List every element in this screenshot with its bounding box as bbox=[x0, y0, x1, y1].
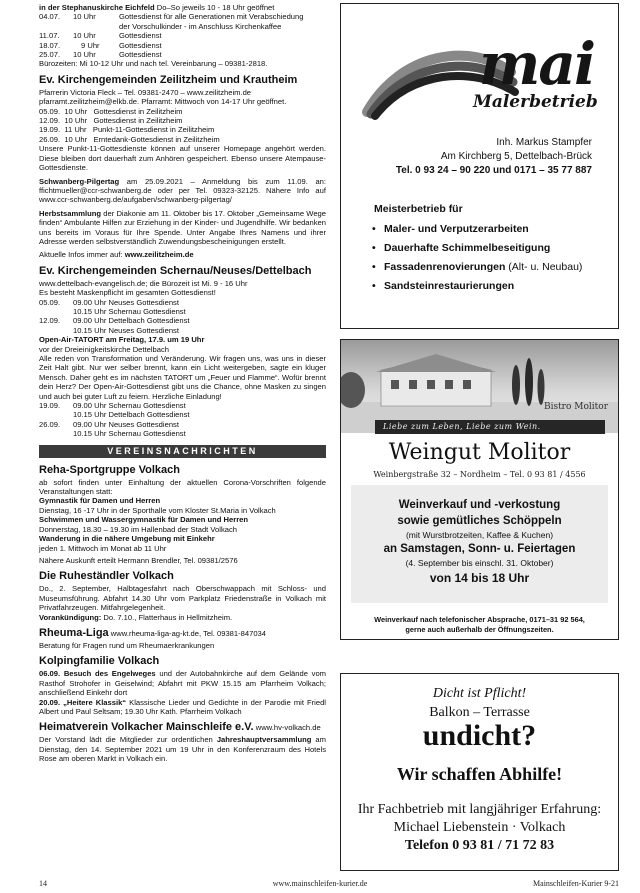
reha-title: Reha-Sportgruppe Volkach bbox=[39, 463, 180, 476]
kolping-event-2: 20.09. „Heitere Klassik“ Klassische Lieder und Gedichte in der Parodie mit Friedl Albert und Paul Seltsam; 19.30 Uhr Kath. Pfarrheim Volkach bbox=[39, 697, 326, 716]
molitor-line-1: Weinverkauf und -verkostung sowie gemütliches Schöppeln bbox=[397, 499, 562, 527]
molitor-info-box bbox=[351, 485, 608, 603]
ad3-line-4: Wir schaffen Abhilfe! bbox=[396, 764, 563, 784]
mai-services bbox=[372, 220, 582, 296]
ad3-phone: Telefon 0 93 81 / 71 72 83 bbox=[404, 838, 555, 853]
tatort-heading: Open-Air-TATORT am Freitag, 17.9. um 19 Uhr bbox=[39, 335, 205, 345]
reha-walk-time: jeden 1. Mittwoch im Monat ab 11 Uhr bbox=[39, 543, 167, 553]
schedule-row: der Vorschulkinder - im Anschluss Kirchenkaffee bbox=[119, 21, 282, 31]
tatort-location: vor der Dreieinigkeitskirche Dettelbach bbox=[39, 344, 169, 354]
reha-gym-title: Gymnastik für Damen und Herren bbox=[39, 496, 161, 506]
reha-intro: ab sofort finden unter Einhaltung der aktuellen Corona-Vorschriften folgende Veranstaltungen statt: bbox=[39, 477, 326, 497]
heimat-web[interactable]: www.hv-volkach.de bbox=[253, 723, 321, 733]
rheuma-web[interactable]: www.rheuma-liga-ag-kt.de, Tel. 09381-847034 bbox=[108, 628, 266, 638]
ad3-line-6: Michael Liebenstein · Volkach bbox=[393, 820, 566, 835]
ad3-line-3: undicht? bbox=[422, 719, 537, 752]
schernau-schedule-2 bbox=[39, 401, 326, 439]
zeilitz-homepage-text: Unsere Punkt-11-Gottesdienste können auf unserer Homepage angehört werden. Diese bleiben dort dauerhaft zum Anhören gespeichert. Ebenso unsere Atempause-Gottesdienste. bbox=[39, 144, 326, 173]
zeilitz-item: 05.09. 10 Uhr Gottesdienst in Zeilitzheim bbox=[39, 106, 183, 116]
rheuma-title: Rheuma-Liga www.rheuma-liga-ag-kt.de, Tel. 09381-847034 bbox=[39, 626, 266, 639]
schedule-row: 26.09. 09.00 Uhr Neuses Gottesdienst bbox=[39, 419, 179, 429]
kolping-event-1: 06.09. Besuch des Engelweges und der Autobahnkirche auf dem Gelände vom Rasthof Strohofer in Geiselwind; Abfahrt mit PKW 15.15 am Pfarrheim Volkach; anschließend Einkehr dort bbox=[39, 669, 326, 698]
zeilitz-title: Ev. Kirchengemeinden Zeilitzheim und Krautheim bbox=[39, 73, 298, 86]
rheuma-text: Beratung für Fragen rund um Rheumaerkrankungen bbox=[39, 640, 215, 650]
page-number: 14 bbox=[39, 879, 47, 888]
list-item: • Maler- und Verputzerarbeiten bbox=[372, 223, 529, 235]
schernau-schedule-1 bbox=[39, 298, 326, 336]
schedule-row: 11.07. 10 Uhr Gottesdienst bbox=[39, 31, 162, 41]
footer-issue: Mainschleifen-Kurier 9-21 bbox=[533, 879, 619, 888]
ruhe-preview: Vorankündigung: Do. 7.10., Flatterhaus in Hellmitzheim. bbox=[39, 612, 233, 622]
schedule-row: 04.07. 10 Uhr Gottesdienst für alle Generationen mit Verabschiedung bbox=[39, 12, 304, 22]
herbstsammlung-text: Herbstsammlung der Diakonie am 11. Oktober bis 17. Oktober „Gemeinsame Wege finden“ Ambulante Hilfen zur Erziehung in der Kinder- und Jugendhilfe. Wir bedanken uns bereits im Voraus für Ihre Spende. Unter Angabe Ihres Namens und ihrer Adresse werden selbstverständlich Zuwendungsbescheinigungen erstellt. bbox=[39, 208, 326, 246]
molitor-line-4: (4. September bis einschl. 31. Oktober) bbox=[405, 558, 554, 568]
zeilitz-email: pfarramt.zeilitzheim@elkb.de. Pfarramt: Mittwoch von 14-17 Uhr geöffnet. bbox=[39, 97, 287, 107]
bistro-label: Bistro Molitor bbox=[543, 402, 608, 412]
tatort-text: Alle reden von Transformation und Veränderung. Wir fragen uns, was uns in dieser Zeit Halt gibt. Nur wer selber brennt, kann ein Licht weitergeben, sagte ein kluger Mensch. Daher geht es im nächsten TATORT um „Feuer und Flamme“. Wofür brennt dein Herz? Der Open-Air-Gottesdienst gibt uns die Chance, ohne Masken zu singen und auch bei guter Luft zu feiern. Herzliche Einladung! bbox=[39, 354, 326, 401]
molitor-line-5: von 14 bis 18 Uhr bbox=[429, 571, 530, 585]
schedule-row: 05.09. 09.00 Uhr Neuses Gottesdienst bbox=[39, 297, 179, 307]
ruhe-text: Do., 2. September, Halbtagesfahrt nach Oberschwappach mit Schloss- und Museumsführung. Abfahrt 14.30 Uhr vom Parkplatz Friedenstraße in Volkach mit Privatfahrzeugen. Mitfahrgelegenheit. bbox=[39, 584, 326, 613]
ad3-line-2: Balkon – Terrasse bbox=[429, 705, 530, 720]
list-item: • Dauerhafte Schimmelbeseitigung bbox=[372, 242, 551, 254]
schedule-row: 10.15 Uhr Schernau Gottesdienst bbox=[73, 306, 186, 316]
reha-swim-time: Donnerstag, 18.30 – 19.30 im Hallenbad der Stadt Volkach bbox=[39, 524, 237, 534]
schedule-row: 18.07. 9 Uhr Gottesdienst bbox=[39, 40, 162, 50]
ad-mai-malerbetrieb bbox=[340, 3, 619, 329]
schernau-web: www.dettelbach-evangelisch.de; die Bürozeit ist Mi. 9 - 16 Uhr bbox=[39, 278, 248, 288]
mai-owner: Inh. Markus Stampfer bbox=[496, 137, 592, 148]
schedule-row: 19.09. 09.00 Uhr Schernau Gottesdienst bbox=[39, 401, 186, 411]
schedule-row: 10.15 Uhr Neuses Gottesdienst bbox=[73, 325, 179, 335]
kolping-title: Kolpingfamilie Volkach bbox=[39, 655, 160, 668]
zeilitz-item: 26.09. 10 Uhr Erntedank-Gottesdienst in Zeilitzheim bbox=[39, 134, 220, 144]
stephanus-schedule bbox=[39, 12, 326, 59]
mai-meister: Meisterbetrieb für bbox=[374, 203, 463, 215]
mai-logo-sub: Malerbetrieb bbox=[473, 92, 598, 112]
schedule-row: 25.07. 10 Uhr Gottesdienst bbox=[39, 50, 162, 60]
molitor-slogan: Liebe zum Leben, Liebe zum Wein. bbox=[375, 420, 605, 434]
molitor-line-2: (mit Wurstbrotzeiten, Kaffee & Kuchen) bbox=[405, 530, 554, 540]
footer-url: www.mainschleifen-kurier.de bbox=[272, 879, 368, 888]
left-column bbox=[39, 3, 326, 764]
schernau-title: Ev. Kirchengemeinden Schernau/Neuses/Dettelbach bbox=[39, 264, 312, 277]
heimat-text: Der Vorstand lädt die Mitglieder zur ordentlichen Jahreshauptversammlung am Dienstag, den 14. September 2021 um 19 Uhr in den Konferenzraum des Hotels Rose am oberen Markt in Volkach ein. bbox=[39, 735, 326, 764]
mai-logo bbox=[361, 30, 601, 122]
reha-gym-time: Dienstag, 16 -17 Uhr in der Sporthalle vom Kloster St.Maria in Volkach bbox=[39, 505, 276, 515]
zeilitz-item: 12.09. 10 Uhr Gottesdienst in Zeilitzheim bbox=[39, 116, 183, 126]
ad3-line-1: Dicht ist Pflicht! bbox=[432, 686, 527, 701]
pilgertag-text: Schwanberg-Pilgertag am 25.09.2021 – Anmeldung bis zum 11.09. an: ffichtmueller@ccr-schwanberg.de oder per Tel. 09323-32125. Nähere Info auf www.ccr-schwanberg.de/aufgaben/schwanberg-pilgertag/ bbox=[39, 176, 326, 205]
reha-swim-title: Schwimmen und Wassergymnastik für Damen und Herren bbox=[39, 515, 249, 525]
ad-weingut-molitor bbox=[340, 339, 619, 640]
reha-info: Nähere Auskunft erteilt Hermann Brendler, Tel. 09381/2576 bbox=[39, 555, 238, 565]
molitor-footer: Weinverkauf nach telefonischer Absprache, 0171–31 92 564, gerne auch außerhalb der Öffnungszeiten. bbox=[374, 615, 585, 634]
heimat-title: Heimatverein Volkacher Mainschleife e.V. www.hv-volkach.de bbox=[39, 721, 321, 734]
zeilitz-contact: Pfarrerin Victoria Fleck – Tel. 09381-2470 – www.zeilitzheim.de bbox=[39, 87, 252, 97]
office-hours: Bürozeiten: Mi 10-12 Uhr und nach tel. Vereinbarung – 09381-2818. bbox=[39, 59, 268, 69]
stephanus-heading: in der Stephanuskirche Eichfeld Do–So jeweils 10 - 18 Uhr geöffnet bbox=[39, 3, 275, 12]
aktuelle-infos: Aktuelle Infos immer auf: www.zeilitzheim.de bbox=[39, 250, 194, 260]
schernau-mask: Es besteht Maskenpflicht im gesamten Gottesdienst! bbox=[39, 288, 216, 298]
ad3-line-5: Ihr Fachbetrieb mit langjähriger Erfahrung: bbox=[357, 802, 602, 817]
list-item: • Sandsteinrestaurierungen bbox=[372, 280, 515, 292]
zeilitz-link[interactable]: www.zeilitzheim.de bbox=[124, 250, 194, 260]
molitor-line-3: an Samstagen, Sonn- u. Feiertagen bbox=[383, 543, 576, 555]
mai-logo-word: mai bbox=[479, 30, 594, 98]
list-item: • Fassadenrenovierungen (Alt- u. Neubau) bbox=[372, 261, 583, 273]
molitor-title: Weingut Molitor bbox=[388, 440, 571, 465]
ad-liebenstein bbox=[340, 673, 619, 871]
vereinsnachrichten-banner: VEREINSNACHRICHTEN bbox=[39, 445, 326, 458]
mai-contact bbox=[396, 136, 592, 178]
schedule-row: 10.15 Uhr Dettelbach Gottesdienst bbox=[73, 410, 190, 420]
ruhe-title: Die Ruheständler Volkach bbox=[39, 570, 174, 583]
mai-address: Am Kirchberg 5, Dettelbach-Brück bbox=[440, 151, 592, 162]
mai-phone: Tel. 0 93 24 – 90 220 und 0171 – 35 77 887 bbox=[395, 165, 592, 176]
schedule-row: 10.15 Uhr Schernau Gottesdienst bbox=[73, 429, 186, 439]
reha-walk-title: Wanderung in die nähere Umgebung mit Einkehr bbox=[39, 534, 215, 544]
molitor-address: Weinbergstraße 32 – Nordheim – Tel. 0 93 81 / 4556 bbox=[373, 470, 586, 479]
zeilitz-item: 19.09. 11 Uhr Punkt-11-Gottesdienst in Zeilitzheim bbox=[39, 125, 215, 135]
schedule-row: 12.09. 09.00 Uhr Dettelbach Gottesdienst bbox=[39, 316, 190, 326]
